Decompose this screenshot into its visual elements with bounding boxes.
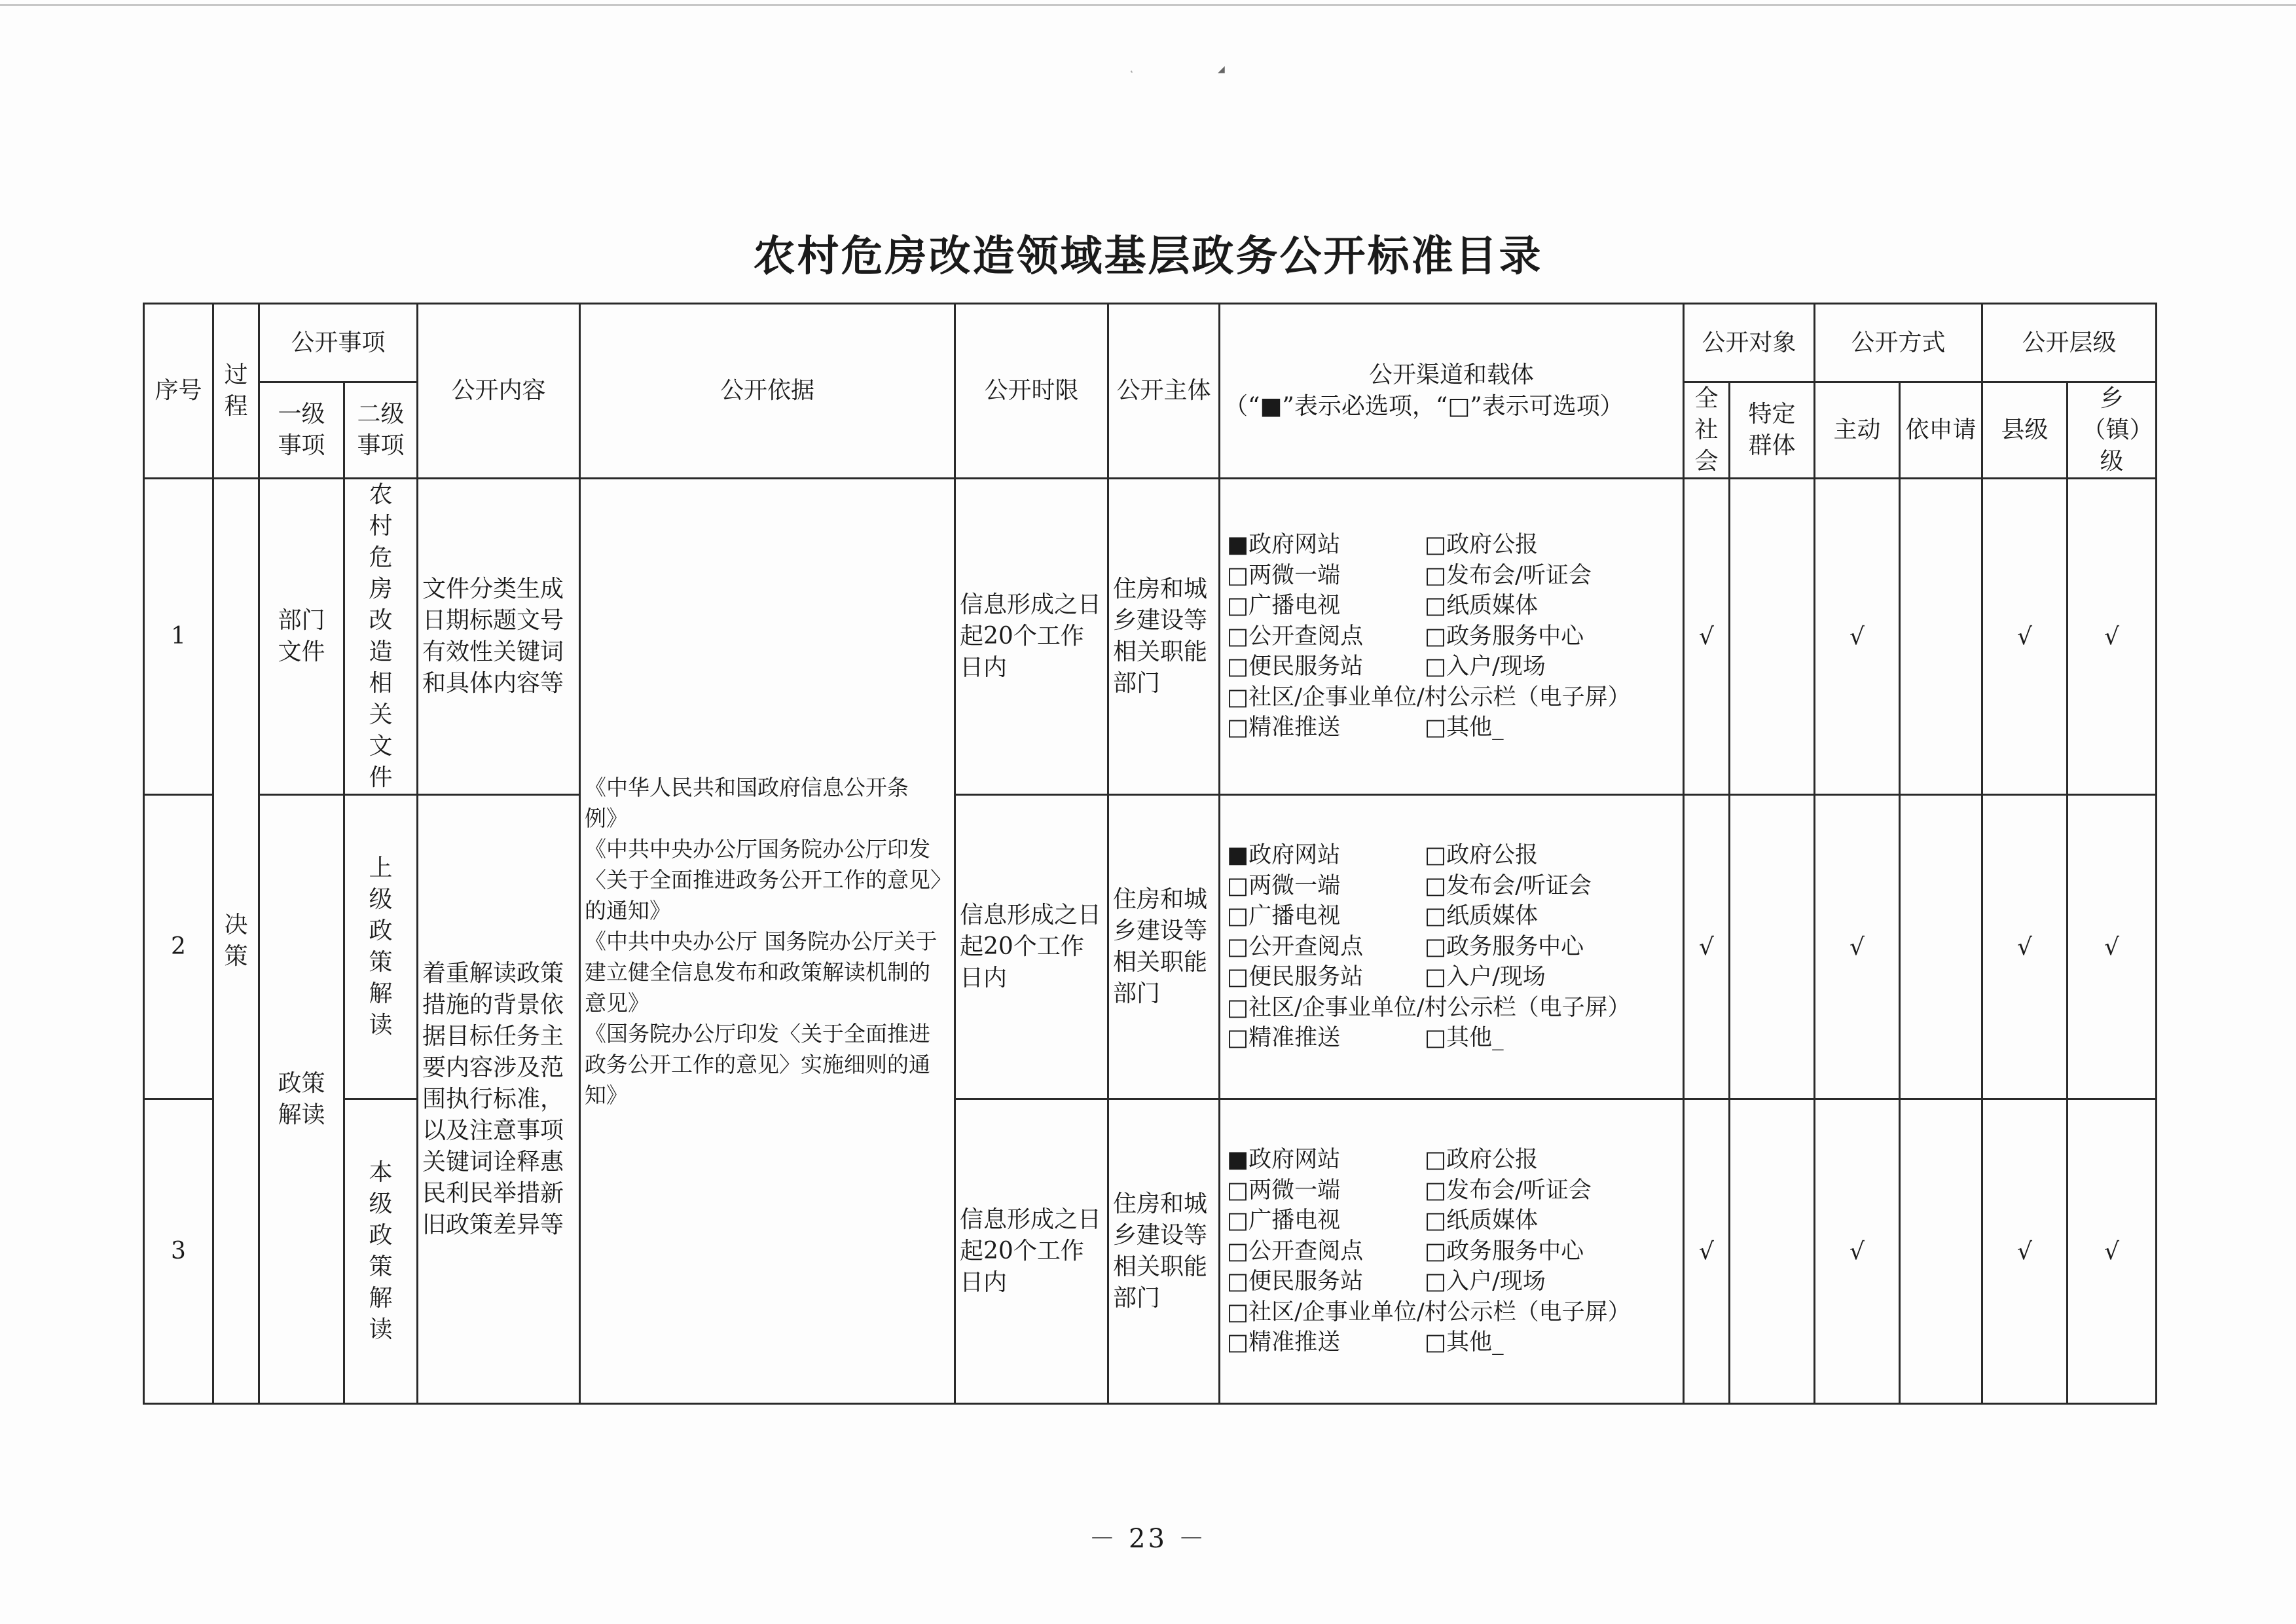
channel-option: □发布会/听证会: [1425, 872, 1592, 899]
channel-option: □政府公报: [1425, 1147, 1539, 1173]
row2-method-active: √: [1815, 795, 1900, 1099]
row2-channels: [1220, 795, 1684, 1099]
channel-option: □社区/企事业单位/村公示栏（电子屏）: [1227, 1299, 1631, 1325]
row2-level-town: √: [2068, 795, 2157, 1099]
header-time-limit: 公开时限: [955, 304, 1108, 479]
row1-seq: 1: [144, 479, 213, 795]
channel-option: □其他_: [1425, 714, 1504, 741]
document-title: 农村危房改造领域基层政务公开标准目录: [753, 232, 1543, 281]
row3-method-apply: [1900, 1099, 1982, 1404]
row2-level2: 上级政策解读: [344, 795, 418, 1099]
channel-option: □公开查阅点: [1227, 623, 1364, 650]
channel-option: ■政府网站: [1227, 842, 1341, 869]
row2-seq: 2: [144, 795, 213, 1099]
row1-method-apply: [1900, 479, 1982, 795]
header-method: 公开方式: [1815, 304, 1982, 382]
header-process: 过程: [213, 304, 259, 479]
channel-option: □纸质媒体: [1425, 903, 1539, 930]
row1-channels: [1220, 479, 1684, 795]
header-target-specific: 特定群体: [1730, 382, 1815, 479]
row2-method-apply: [1900, 795, 1982, 1099]
channel-option: ■政府网站: [1227, 532, 1341, 559]
channel-option: □政府公报: [1425, 532, 1539, 559]
channel-option: □社区/企事业单位/村公示栏（电子屏）: [1227, 994, 1631, 1021]
channel-option: □政务服务中心: [1425, 933, 1584, 960]
header-method-active: 主动: [1815, 382, 1900, 479]
channel-option: □纸质媒体: [1425, 593, 1539, 619]
header-seq: 序号: [144, 304, 213, 479]
channel-option: □纸质媒体: [1425, 1208, 1539, 1234]
header-basis: 公开依据: [580, 304, 955, 479]
row1-target-specific: [1730, 479, 1815, 795]
policy-level1: 政策解读: [259, 795, 344, 1404]
row2-target-all: √: [1684, 795, 1730, 1099]
row3-level-town: √: [2068, 1099, 2157, 1404]
scan-speck: ◢: [1218, 64, 1225, 75]
channel-option: □入户/现场: [1425, 964, 1546, 991]
row2-level-county: √: [1982, 795, 2068, 1099]
top-border-line: [0, 4, 2296, 6]
channel-option: □精准推送: [1227, 1329, 1341, 1356]
disclosure-catalog-table: [143, 303, 2157, 1405]
table-row: [144, 479, 2157, 795]
channel-option: □入户/现场: [1425, 654, 1546, 680]
row1-target-all: √: [1684, 479, 1730, 795]
header-level: 公开层级: [1982, 304, 2157, 382]
row1-content: 文件分类生成日期标题文号有效性关键词和具体内容等: [418, 479, 580, 795]
channel-option: □广播电视: [1227, 903, 1341, 930]
row1-time-limit: 信息形成之日起20个工作日内: [955, 479, 1108, 795]
table-row: [144, 795, 2157, 1099]
header-level2: 二级事项: [344, 382, 418, 479]
process-cell: 决策: [213, 479, 259, 1404]
header-method-apply: 依申请: [1900, 382, 1982, 479]
channel-option: □广播电视: [1227, 593, 1341, 619]
channel-option: □精准推送: [1227, 1025, 1341, 1052]
channel-option: ■政府网站: [1227, 1147, 1341, 1173]
row1-level1: 部门文件: [259, 479, 344, 795]
row3-level-county: √: [1982, 1099, 2068, 1404]
row2-target-specific: [1730, 795, 1815, 1099]
header-target: 公开对象: [1684, 304, 1815, 382]
row3-time-limit: 信息形成之日起20个工作日内: [955, 1099, 1108, 1404]
policy-content: 着重解读政策措施的背景依据目标任务主要内容涉及范围执行标准，以及注意事项关键词诠释惠民利民举措新旧政策差异等: [418, 795, 580, 1404]
scan-speck: ˛: [1129, 63, 1134, 73]
row1-subject: 住房和城乡建设等相关职能部门: [1108, 479, 1220, 795]
channel-option: □便民服务站: [1227, 654, 1364, 680]
row3-target-specific: [1730, 1099, 1815, 1404]
row1-level2: 农村危房改造相关文件: [344, 479, 418, 795]
header-target-all: 全社会: [1684, 382, 1730, 479]
channel-option: □发布会/听证会: [1425, 1177, 1592, 1204]
row3-subject: 住房和城乡建设等相关职能部门: [1108, 1099, 1220, 1404]
row3-channels: [1220, 1099, 1684, 1404]
channel-option: □广播电视: [1227, 1208, 1341, 1234]
channel-option: □政务服务中心: [1425, 623, 1584, 650]
row1-method-active: √: [1815, 479, 1900, 795]
header-items: 公开事项: [259, 304, 418, 382]
channel-option: □其他_: [1425, 1329, 1504, 1356]
header-level-town: 乡（镇）级: [2068, 382, 2157, 479]
channel-option: □便民服务站: [1227, 1268, 1364, 1295]
header-channel-note: （“■”表示必选项，“□”表示可选项）: [1224, 393, 1624, 420]
header-level1: 一级事项: [259, 382, 344, 479]
channel-option: □精准推送: [1227, 714, 1341, 741]
row3-level2: 本级政策解读: [344, 1099, 418, 1404]
channel-option: □公开查阅点: [1227, 1238, 1364, 1264]
channel-option: □入户/现场: [1425, 1268, 1546, 1295]
header-channels: [1220, 304, 1684, 479]
channel-option: □两微一端: [1227, 872, 1341, 899]
header-content: 公开内容: [418, 304, 580, 479]
channel-option: □便民服务站: [1227, 964, 1364, 991]
row1-level-town: √: [2068, 479, 2157, 795]
row1-level-county: √: [1982, 479, 2068, 795]
channel-option: □政府公报: [1425, 842, 1539, 869]
row3-target-all: √: [1684, 1099, 1730, 1404]
channel-option: □发布会/听证会: [1425, 562, 1592, 589]
channel-option: □政务服务中心: [1425, 1238, 1584, 1264]
header-level-county: 县级: [1982, 382, 2068, 479]
channel-option: □公开查阅点: [1227, 933, 1364, 960]
page-number: － 23 －: [1089, 1524, 1207, 1554]
row2-time-limit: 信息形成之日起20个工作日内: [955, 795, 1108, 1099]
channel-option: □两微一端: [1227, 1177, 1341, 1204]
row3-seq: 3: [144, 1099, 213, 1404]
channel-option: □社区/企事业单位/村公示栏（电子屏）: [1227, 684, 1631, 710]
channel-option: □其他_: [1425, 1025, 1504, 1052]
row3-method-active: √: [1815, 1099, 1900, 1404]
row2-subject: 住房和城乡建设等相关职能部门: [1108, 795, 1220, 1099]
basis-cell: 《中华人民共和国政府信息公开条例》 《中共中央办公厅国务院办公厅印发〈关于全面推进政务公开工作的意见〉的通知》 《中共中央办公厅 国务院办公厅关于建立健全信息发布和政策解读机制的意见》 《国务院办公厅印发〈关于全面推进政务公开工作的意见〉实施细则的通知》: [580, 479, 955, 1404]
header-channel-title: 公开渠道和载体: [1369, 361, 1535, 388]
header-subject: 公开主体: [1108, 304, 1220, 479]
channel-option: □两微一端: [1227, 562, 1341, 589]
